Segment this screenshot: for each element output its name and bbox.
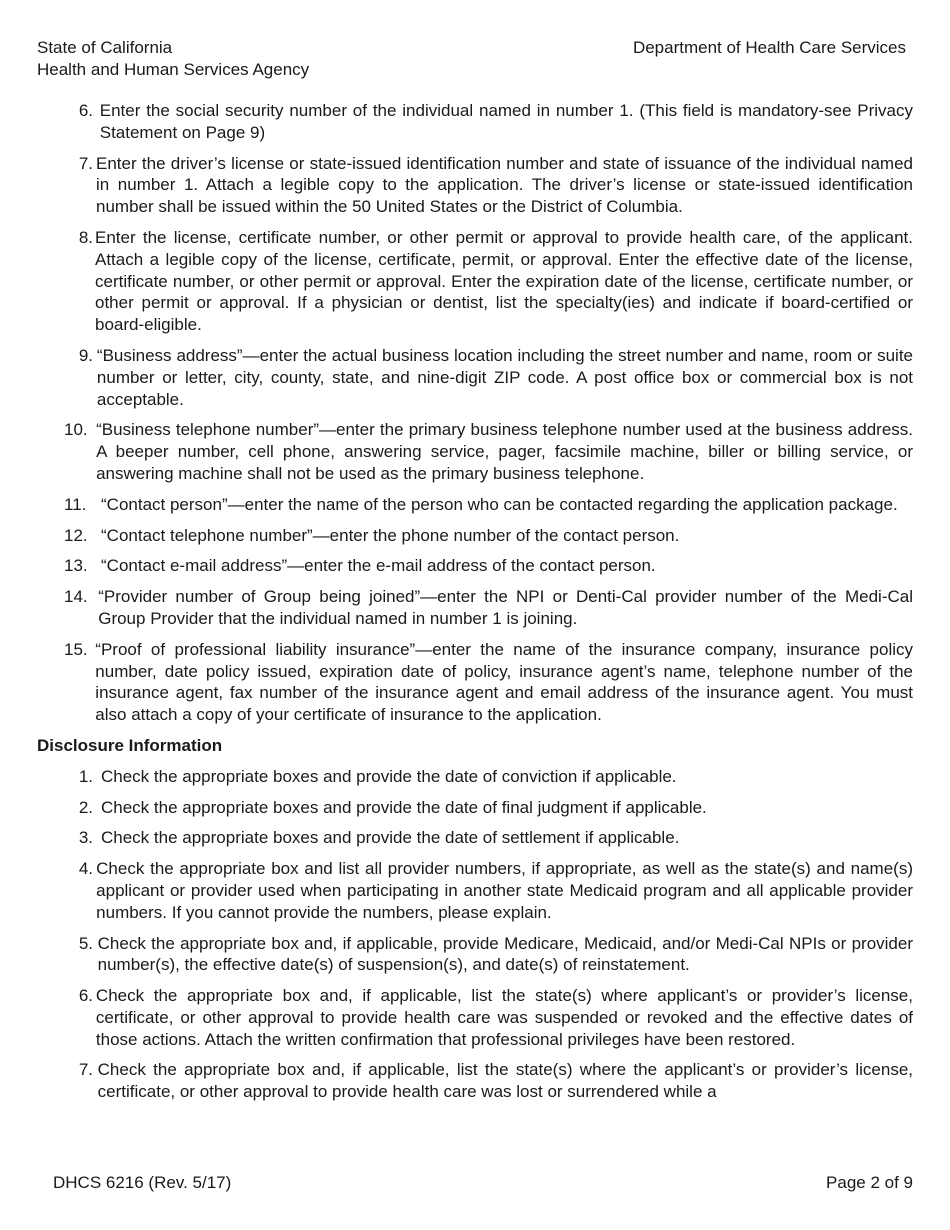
item-number: 14. — [64, 587, 88, 607]
item-number: 13. — [64, 556, 88, 576]
item-text: “Business telephone number”—enter the primary business telephone number used at the business address. A beeper number, cell phone, answering service, pager, facsimile machine, biller or billing service, or answering machine shall not be used as the primary business telephone. — [96, 420, 913, 483]
header-department-name: Department of Health Care Services — [632, 38, 906, 57]
item-text: “Business address”—enter the actual business location including the street number and name, room or suite number or letter, city, county, state, and nine-digit ZIP code. A post office box or commercial box is not acceptable. — [96, 345, 913, 409]
list-item — [37, 933, 913, 977]
item-text: Enter the license, certificate number, or other permit or approval to provide health care, of the applicant. Attach a legible copy of the license, certificate, permit, or approval. Enter the effective date of the license, certificate number, or other permit or approval. Enter the expiration date of the license, certificate number, or other permit or approval. If a physician or dentist, list the specialty(ies) and indicate if board-certified or board-eligible. — [95, 227, 913, 335]
item-text: “Contact e-mail address”—enter the e-mail address of the contact person. — [101, 556, 656, 576]
footer-page-number: Page 2 of 9 — [826, 1173, 913, 1192]
list-item — [37, 227, 913, 336]
item-number: 11. — [64, 494, 87, 514]
list-item — [37, 1059, 913, 1103]
item-text: “Proof of professional liability insurance”—enter the name of the insurance company, insurance policy number, date policy issued, expiration date of policy, insurance agent’s name, telephone number of the insurance agent, fax number of the insurance agent and email address of the insurance agent. You must also attach a copy of your certificate of insurance to the application. — [95, 639, 913, 725]
item-number: 3. — [78, 828, 93, 848]
list-item — [37, 345, 913, 410]
header-department — [633, 37, 906, 59]
item-number: 2. — [78, 797, 93, 817]
list-item — [37, 525, 913, 547]
disclosure-list — [37, 766, 913, 1103]
item-text: Check the appropriate box and list all provider numbers, if appropriate, as well as the state(s) and name(s) applicant or provider used when participating in another state Medicaid program and all applicable provider numbers. If you cannot provide the numbers, please explain. — [96, 859, 913, 922]
item-text: Check the appropriate boxes and provide the date of settlement if applicable. — [101, 828, 680, 848]
list-item — [37, 100, 913, 144]
header-state: State of California — [37, 38, 173, 57]
list-item — [37, 419, 913, 484]
list-item — [37, 797, 913, 819]
item-number: 15. — [64, 639, 88, 659]
item-number: 7. — [78, 153, 93, 173]
item-number: 6. — [78, 986, 93, 1006]
item-number: 1. — [78, 766, 93, 786]
item-number: 10. — [64, 420, 88, 440]
list-item — [37, 494, 913, 516]
item-text: Check the appropriate boxes and provide the date of final judgment if applicable. — [101, 797, 707, 817]
list-item — [37, 858, 913, 923]
item-number: 5. — [78, 933, 93, 953]
item-number: 9. — [78, 345, 93, 365]
item-text: “Contact person”—enter the name of the person who can be contacted regarding the application package. — [101, 494, 898, 514]
list-item — [37, 153, 913, 218]
item-number: 6. — [78, 101, 93, 120]
list-item — [37, 985, 913, 1050]
item-text: Enter the social security number of the individual named in number 1. (This field is mandatory-see Privacy Statement on Page 9) — [99, 101, 913, 142]
list-item — [37, 639, 913, 726]
list-item — [37, 766, 913, 788]
header-agency — [37, 37, 309, 81]
item-text: Check the appropriate box and, if applicable, list the state(s) where the applicant’s or provider’s license, certificate, or other approval to provide health care was lost or surrendered while a — [97, 1060, 913, 1102]
item-text: Check the appropriate boxes and provide the date of conviction if applicable. — [101, 766, 677, 786]
item-number: 4. — [78, 859, 93, 879]
item-number: 7. — [78, 1060, 93, 1080]
item-text: Check the appropriate box and, if applicable, list the state(s) where applicant’s or provider’s license, certificate, or other approval to provide health care was suspended or revoked and the effective dates of those actions. Attach the written confirmation that professional privileges have been restored. — [95, 986, 913, 1049]
item-text: Enter the driver’s license or state-issued identification number and state of issuance of the individual named in number 1. Attach a legible copy to the application. The driver’s license or state-issued identification number shall be issued within the 50 United States or the District of Columbia. — [96, 153, 913, 217]
footer-form-id: DHCS 6216 (Rev. 5/17) — [53, 1173, 232, 1192]
item-number: 12. — [64, 525, 88, 545]
document-body — [37, 100, 913, 1112]
instruction-list — [37, 100, 913, 726]
item-text: “Contact telephone number”—enter the phone number of the contact person. — [101, 525, 680, 545]
list-item — [37, 827, 913, 849]
list-item — [37, 555, 913, 577]
item-text: Check the appropriate box and, if applicable, provide Medicare, Medicaid, and/or Medi-Cal NPIs or provider number(s), the effective date(s) of suspension(s), and date(s) of reinstatement. — [97, 933, 913, 975]
header-agency-name: Health and Human Services Agency — [37, 59, 310, 79]
item-number: 8. — [78, 227, 93, 247]
list-item — [37, 586, 913, 630]
item-text: “Provider number of Group being joined”—enter the NPI or Denti-Cal provider number of the Medi-Cal Group Provider that the individual named in number 1 is joining. — [98, 587, 913, 628]
section-heading-disclosure: Disclosure Information — [37, 735, 223, 755]
